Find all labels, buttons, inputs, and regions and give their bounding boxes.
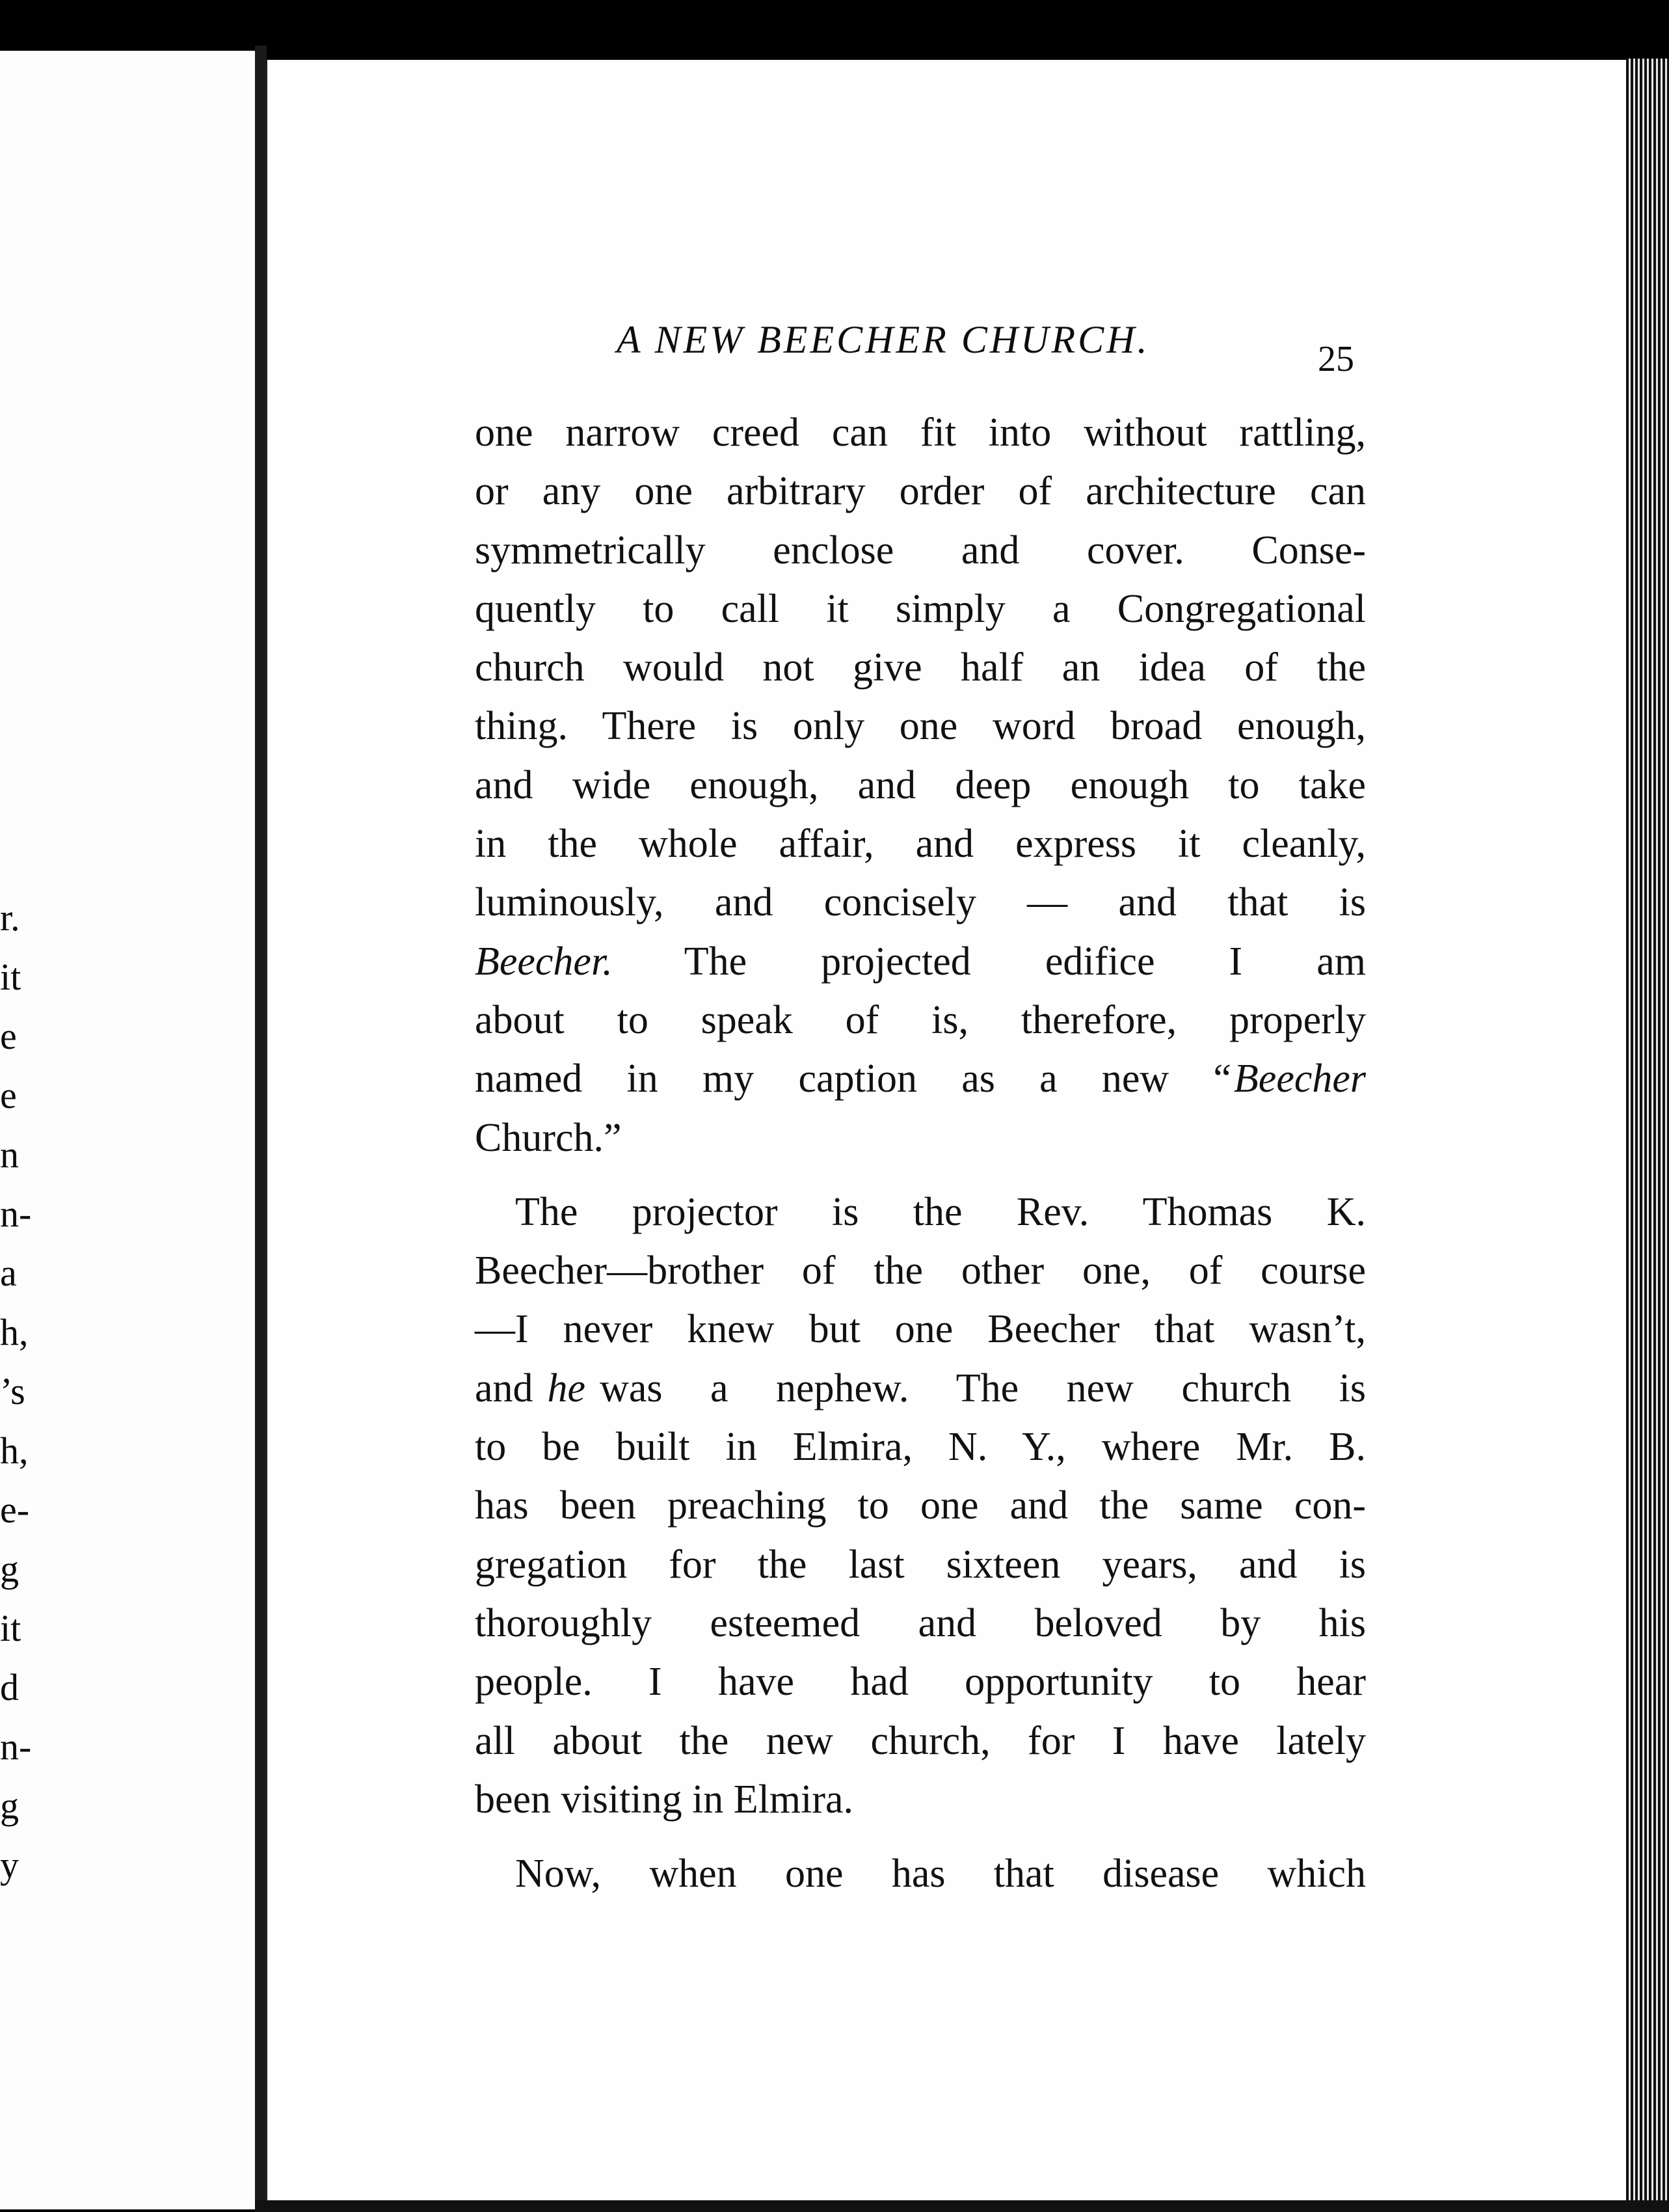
text-line: gregation for the last sixteen years, and is: [475, 1542, 1366, 1587]
italic-word: Beecher: [1233, 1057, 1366, 1101]
left-fragment: a: [0, 1252, 17, 1294]
left-fragment: n-: [0, 1193, 32, 1235]
text-line: thoroughly esteemed and beloved by his: [475, 1600, 1366, 1645]
text-line: [475, 1049, 1366, 1108]
text-line: or any one arbitrary order of architecture can: [475, 469, 1366, 514]
text-line: [475, 1359, 1366, 1418]
text-line: —I never knew but one Beecher that wasn’t,: [475, 1307, 1366, 1352]
left-fragment: e: [0, 1074, 17, 1116]
text-line: one narrow creed can fit into without rattling,: [475, 411, 1366, 455]
left-fragment: e-: [0, 1489, 30, 1531]
scan-top-border: [0, 0, 1669, 51]
text-line: The projector is the Rev. Thomas K.: [515, 1189, 1366, 1234]
left-fragment: it: [0, 1607, 21, 1649]
left-fragment: d: [0, 1666, 19, 1708]
text-line: church would not give half an idea of the: [475, 645, 1366, 690]
left-fragment: h,: [0, 1429, 29, 1472]
italic-word: Beecher.: [475, 939, 613, 984]
page-edges: [1626, 59, 1669, 2212]
left-page-text-fragments: [0, 888, 52, 1895]
italic-word: he: [547, 1366, 586, 1410]
left-fragment: y: [0, 1844, 19, 1886]
text-line: and wide enough, and deep enough to take: [475, 762, 1366, 807]
left-fragment: n-: [0, 1725, 32, 1768]
text-line: quently to call it simply a Congregational: [475, 586, 1366, 631]
text-line: Beecher—brother of the other one, of course: [475, 1248, 1366, 1293]
text-line: Church.”: [475, 1115, 622, 1160]
text-segment: and: [475, 1366, 533, 1410]
text-line: in the whole affair, and express it cleanly,: [475, 822, 1366, 867]
left-fragment: h,: [0, 1311, 29, 1353]
left-fragment: e: [0, 1015, 17, 1057]
text-segment: The projected edifice I am: [684, 939, 1366, 984]
running-head: A NEW BEECHER CHURCH.: [617, 318, 1150, 361]
text-line: people. I have had opportunity to hear: [475, 1660, 1366, 1705]
body-text: [475, 403, 1366, 1903]
text-line: thing. There is only one word broad enough,: [475, 704, 1366, 749]
text-line: about to speak of is, therefore, properly: [475, 997, 1366, 1042]
text-line: symmetrically enclose and cover. Conse-: [475, 528, 1366, 573]
left-fragment: g: [0, 1548, 19, 1590]
text-line: luminously, and concisely — and that is: [475, 880, 1366, 925]
left-fragment: g: [0, 1785, 19, 1827]
text-line: [475, 932, 1366, 991]
left-fragment: r.: [0, 897, 20, 939]
text-line: been visiting in Elmira.: [475, 1777, 854, 1822]
text-line: Now, when one has that disease which: [515, 1852, 1366, 1896]
left-fragment: n: [0, 1133, 19, 1176]
text-segment: was a nephew. The new church is: [600, 1366, 1366, 1410]
text-line: all about the new church, for I have lately: [475, 1718, 1366, 1763]
left-fragment: it: [0, 956, 21, 998]
left-fragment: ’s: [0, 1370, 25, 1412]
text-line: to be built in Elmira, N. Y., where Mr. B.: [475, 1425, 1366, 1470]
scan-bottom-border: [255, 2200, 1669, 2212]
text-line: has been preaching to one and the same con-: [475, 1483, 1366, 1528]
text-segment: named in my caption as a new “: [475, 1057, 1231, 1101]
page-number: 25: [1318, 339, 1354, 379]
